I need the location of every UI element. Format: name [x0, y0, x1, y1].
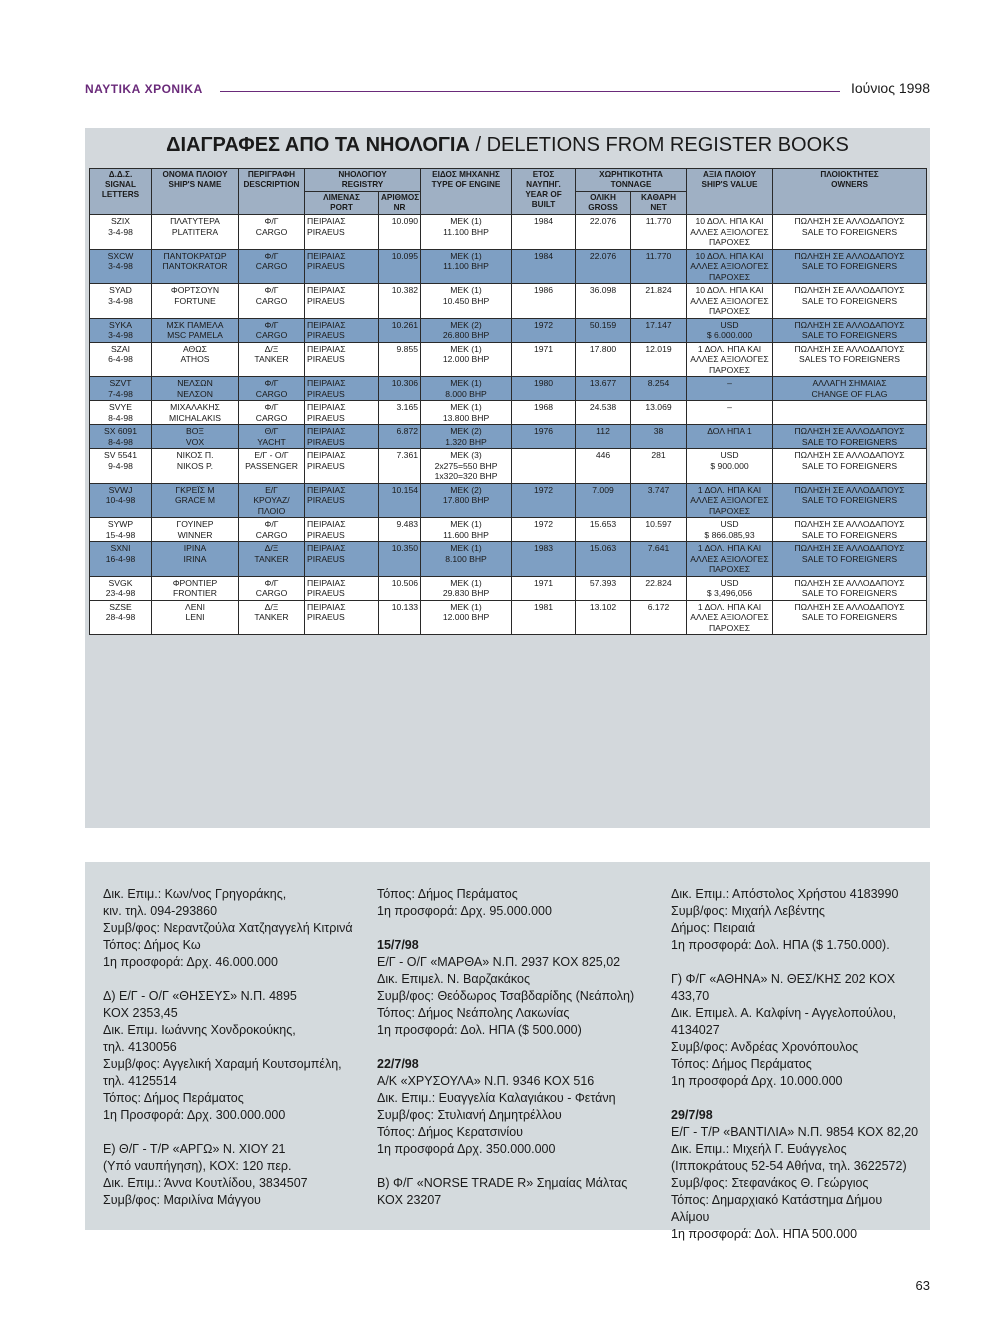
notices-column-3: [671, 886, 921, 1243]
cell-nr: 10.095: [379, 249, 421, 284]
notice-text: Ε/Γ - Τ/Ρ «ΒΑΝΤΙΛΙΑ» Ν.Π. 9854 ΚΟΧ 82,20 Δικ. Επιμ.: Μιχεήλ Γ. Ευάγγελος (Ιπποκράτους 52-54 Αθήνα, τηλ. 3622572) Συμβ/φος: Στεφανάκος Θ. Γεώργιος Τόπος: Δημαρχιακό Κατάστημα Δήμου Αλίμου 1η προσφορά: Δολ. ΗΠΑ 500.000: [671, 1125, 919, 1241]
cell-value: USD $ 3,496,056: [687, 576, 773, 600]
cell-engine: ΜΕΚ (1) 11.100 BHP: [421, 249, 512, 284]
cell-engine: ΜΕΚ (1) 10.450 BHP: [421, 284, 512, 319]
header-description: ΠΕΡΙΓΡΑΦΗ DESCRIPTION: [239, 169, 305, 215]
cell-owners: ΠΩΛΗΣΗ ΣΕ ΑΛΛΟΔΑΠΟΥΣ SALE TO FOREIGNERS: [773, 600, 927, 635]
cell-desc: Φ/Γ CARGO: [239, 401, 305, 425]
cell-owners: ΠΩΛΗΣΗ ΣΕ ΑΛΛΟΔΑΠΟΥΣ SALE TO FOREIGNERS: [773, 483, 927, 518]
header-rule: [220, 91, 840, 92]
cell-year: 1972: [512, 318, 576, 342]
cell-name: ΠΑΝΤΟΚΡΑΤΩΡ ΠΑΝΤΟΚRATOR: [152, 249, 239, 284]
cell-engine: ΜΕΚ (3) 2x275=550 BHP 1x320=320 BHP: [421, 449, 512, 484]
cell-nr: 7.361: [379, 449, 421, 484]
cell-signal: SV 5541 9-4-98: [90, 449, 152, 484]
cell-port: ΠΕΙΡΑΙΑΣ PIRAEUS: [305, 542, 379, 577]
cell-signal: SZSE 28-4-98: [90, 600, 152, 635]
cell-owners: [773, 401, 927, 425]
header-year: ΕΤΟΣ ΝΑΥΠΗΓ. YEAR OF BUILT: [512, 169, 576, 215]
cell-desc: Φ/Γ CARGO: [239, 215, 305, 250]
cell-name: ΜΣΚ ΠΑΜΕΛΑ MSC PAMELA: [152, 318, 239, 342]
notice-date: 29/7/98: [671, 1108, 713, 1122]
cell-owners: ΠΩΛΗΣΗ ΣΕ ΑΛΛΟΔΑΠΟΥΣ SALE TO FOREIGNERS: [773, 449, 927, 484]
cell-signal: SZVT 7-4-98: [90, 377, 152, 401]
table-row: [90, 483, 927, 518]
table-row: [90, 342, 927, 377]
cell-owners: ΠΩΛΗΣΗ ΣΕ ΑΛΛΟΔΑΠΟΥΣ SALE TO FOREIGNERS: [773, 318, 927, 342]
cell-net: 17.147: [631, 318, 687, 342]
title-greek: ΔΙΑΓΡΑΦΕΣ ΑΠΟ ΤΑ ΝΗΟΛΟΓΙΑ: [166, 134, 470, 156]
cell-port: ΠΕΙΡΑΙΑΣ PIRAEUS: [305, 483, 379, 518]
title-separator: /: [469, 134, 487, 156]
cell-value: 1 ΔΟΛ. ΗΠΑ ΚΑΙ ΑΛΛΕΣ ΑΞΙΟΛΟΓΕΣ ΠΑΡΟΧΕΣ: [687, 542, 773, 577]
cell-nr: 9.483: [379, 518, 421, 542]
cell-year: 1976: [512, 425, 576, 449]
cell-net: 22.824: [631, 576, 687, 600]
notice-text: Α/Κ «ΧΡΥΣΟΥΛΑ» Ν.Π. 9346 ΚΟΧ 516 Δικ. Επιμ.: Ευαγγελία Καλαγιάκου - Φετάνη Συμβ/φος: Στυλιανή Δημητρέλλου Τόπος: Δήμος Κερατσινίου 1η προσφορά Δρχ. 350.000.000 Β) Φ/Γ «NORSE TRADE R» Σημαίας Μάλτας ΚΟΧ 23207: [377, 1074, 628, 1207]
cell-desc: Θ/Γ YACHT: [239, 425, 305, 449]
cell-nr: 10.261: [379, 318, 421, 342]
cell-port: ΠΕΙΡΑΙΑΣ PIRAEUS: [305, 342, 379, 377]
cell-engine: ΜΕΚ (2) 17.800 BHP: [421, 483, 512, 518]
cell-gross: 7.009: [576, 483, 631, 518]
cell-owners: ΠΩΛΗΣΗ ΣΕ ΑΛΛΟΔΑΠΟΥΣ SALE TO FOREIGNERS: [773, 215, 927, 250]
cell-value: 10 ΔΟΛ. ΗΠΑ ΚΑΙ ΑΛΛΕΣ ΑΞΙΟΛΟΓΕΣ ΠΑΡΟΧΕΣ: [687, 249, 773, 284]
header-name: ΟΝΟΜΑ ΠΛΟΙΟΥ SHIP'S NAME: [152, 169, 239, 215]
cell-port: ΠΕΙΡΑΙΑΣ PIRAEUS: [305, 518, 379, 542]
cell-owners: ΠΩΛΗΣΗ ΣΕ ΑΛΛΟΔΑΠΟΥΣ SALE TO FOREIGNERS: [773, 542, 927, 577]
table-row: [90, 284, 927, 319]
cell-net: 21.824: [631, 284, 687, 319]
cell-nr: 10.382: [379, 284, 421, 319]
cell-desc: Δ/Ξ TANKER: [239, 342, 305, 377]
cell-owners: ΠΩΛΗΣΗ ΣΕ ΑΛΛΟΔΑΠΟΥΣ SALE TO FOREIGNERS: [773, 425, 927, 449]
cell-owners: ΠΩΛΗΣΗ ΣΕ ΑΛΛΟΔΑΠΟΥΣ SALE TO FOREIGNERS: [773, 576, 927, 600]
table-row: [90, 449, 927, 484]
header-signal: Δ.Δ.Σ. SIGNAL LETTERS: [90, 169, 152, 215]
header-registry: ΝΗΟΛΟΓΙΟΥ REGISTRY: [305, 169, 421, 192]
cell-value: USD $ 6.000.000: [687, 318, 773, 342]
cell-gross: 36.098: [576, 284, 631, 319]
header-owners: ΠΛΟΙΟΚΤΗΤΕΣ OWNERS: [773, 169, 927, 215]
notice-text: Ε/Γ - Ο/Γ «ΜΑΡΘΑ» Ν.Π. 2937 ΚΟΧ 825,02 Δικ. Επιμελ. Ν. Βαρζακάκος Συμβ/φος: Θεόδωρος Τσαβδαρίδης (Νεάπολη) Τόπος: Δήμος Νεάπολης Λακωνίας 1η προσφορά: Δολ. ΗΠΑ ($ 500.000): [377, 955, 635, 1037]
cell-engine: ΜΕΚ (1) 29.830 BHP: [421, 576, 512, 600]
cell-net: 281: [631, 449, 687, 484]
cell-nr: 10.306: [379, 377, 421, 401]
cell-port: ΠΕΙΡΑΙΑΣ PIRAEUS: [305, 377, 379, 401]
cell-year: 1986: [512, 284, 576, 319]
cell-net: 11.770: [631, 215, 687, 250]
table-row: [90, 401, 927, 425]
cell-gross: 22.076: [576, 249, 631, 284]
notice-date: 15/7/98: [377, 938, 419, 952]
cell-gross: 17.800: [576, 342, 631, 377]
cell-port: ΠΕΙΡΑΙΑΣ PIRAEUS: [305, 449, 379, 484]
cell-value: ΔΟΛ ΗΠΑ 1: [687, 425, 773, 449]
issue-date: Ιούνιος 1998: [850, 80, 930, 96]
cell-signal: SX 6091 8-4-98: [90, 425, 152, 449]
cell-year: 1984: [512, 215, 576, 250]
cell-engine: ΜΕΚ (2) 1.320 BHP: [421, 425, 512, 449]
cell-value: USD $ 866.085,93: [687, 518, 773, 542]
cell-net: 3.747: [631, 483, 687, 518]
cell-desc: Φ/Γ CARGO: [239, 377, 305, 401]
header-nr: ΑΡΙΘΜΟΣ NR: [379, 192, 421, 215]
cell-net: 10.597: [631, 518, 687, 542]
running-header: [85, 80, 930, 100]
cell-desc: Δ/Ξ TANKER: [239, 542, 305, 577]
header-gross: ΟΛΙΚΗ GROSS: [576, 192, 631, 215]
table-row: [90, 576, 927, 600]
cell-nr: 3.165: [379, 401, 421, 425]
cell-name: ΑΘΩΣ ATHOS: [152, 342, 239, 377]
cell-gross: 13.677: [576, 377, 631, 401]
cell-net: 38: [631, 425, 687, 449]
title-banner: [85, 128, 930, 164]
cell-name: ΜΙΧΑΛΑΚΗΣ MICHALAKIS: [152, 401, 239, 425]
cell-year: 1971: [512, 576, 576, 600]
cell-value: 10 ΔΟΛ. ΗΠΑ ΚΑΙ ΑΛΛΕΣ ΑΞΙΟΛΟΓΕΣ ΠΑΡΟΧΕΣ: [687, 284, 773, 319]
cell-year: 1972: [512, 518, 576, 542]
cell-value: 1 ΔΟΛ. ΗΠΑ ΚΑΙ ΑΛΛΕΣ ΑΞΙΟΛΟΓΕΣ ΠΑΡΟΧΕΣ: [687, 342, 773, 377]
cell-engine: ΜΕΚ (2) 26.800 BHP: [421, 318, 512, 342]
cell-value: –: [687, 377, 773, 401]
cell-year: 1984: [512, 249, 576, 284]
table-row: [90, 425, 927, 449]
cell-nr: 10.506: [379, 576, 421, 600]
cell-port: ΠΕΙΡΑΙΑΣ PIRAEUS: [305, 284, 379, 319]
notice-date: 22/7/98: [377, 1057, 419, 1071]
cell-gross: 112: [576, 425, 631, 449]
table-row: [90, 249, 927, 284]
cell-owners: ΠΩΛΗΣΗ ΣΕ ΑΛΛΟΔΑΠΟΥΣ SALE TO FOREIGNERS: [773, 284, 927, 319]
cell-nr: 9.855: [379, 342, 421, 377]
header-value: ΑΞΙΑ ΠΛΟΙΟΥ SHIP'S VALUE: [687, 169, 773, 215]
cell-year: 1983: [512, 542, 576, 577]
cell-name: ΓΚΡΕΪΣ Μ GRACE M: [152, 483, 239, 518]
cell-net: 6.172: [631, 600, 687, 635]
cell-owners: ΑΛΛΑΓΗ ΣΗΜΑΙΑΣ CHANGE OF FLAG: [773, 377, 927, 401]
table-row: [90, 600, 927, 635]
cell-signal: SZAI 6-4-98: [90, 342, 152, 377]
cell-year: 1980: [512, 377, 576, 401]
cell-engine: ΜΕΚ (1) 12.000 BHP: [421, 600, 512, 635]
cell-owners: ΠΩΛΗΣΗ ΣΕ ΑΛΛΟΔΑΠΟΥΣ SALE TO FOREIGNERS: [773, 249, 927, 284]
cell-year: 1968: [512, 401, 576, 425]
cell-nr: 10.133: [379, 600, 421, 635]
cell-name: ΛΕΝΙ LENI: [152, 600, 239, 635]
cell-year: 1971: [512, 342, 576, 377]
cell-engine: ΜΕΚ (1) 8.000 BHP: [421, 377, 512, 401]
cell-gross: 446: [576, 449, 631, 484]
cell-net: 11.770: [631, 249, 687, 284]
cell-net: 8.254: [631, 377, 687, 401]
cell-desc: Ε/Γ - Ο/Γ PASSENGER: [239, 449, 305, 484]
cell-name: ΦΟΡΤΣΟΥΝ FORTUNE: [152, 284, 239, 319]
cell-name: ΠΛΑΤΥΤΕΡΑ PLATITERA: [152, 215, 239, 250]
notices-column-1: Δικ. Επιμ.: Κων/νος Γρηγοράκης, κιν. τηλ. 094-293860 Συμβ/φος: Νεραντζούλα Χατζηαγγελή Κιτρινά Τόπος: Δήμος Κω 1η προσφορά: Δρχ. 46.000.000 Δ) Ε/Γ - Ο/Γ «ΘΗΣΕΥΣ» Ν.Π. 4895 ΚΟΧ 2353,45 Δικ. Επιμ. Ιωάννης Χονδροκούκης, τηλ. 4130056 Συμβ/φος: Αγγελική Χαραμή Κουτσομπέλη, τηλ. 4125514 Τόπος: Δήμος Περάματος 1η Προσφορά: Δρχ. 300.000.000 Ε) Θ/Γ - Τ/Ρ «ΑΡΓΩ» Ν. ΧΙΟΥ 21 (Υπό ναυπήγηση), ΚΟΧ: 120 περ. Δικ. Επιμ.: Άννα Κουτλίδου, 3834507 Συμβ/φος: Μαριλίνα Μάγγου: [103, 887, 353, 1207]
cell-year: 1981: [512, 600, 576, 635]
table-body: [90, 215, 927, 635]
cell-port: ΠΕΙΡΑΙΑΣ PIRAEUS: [305, 249, 379, 284]
cell-port: ΠΕΙΡΑΙΑΣ PIRAEUS: [305, 425, 379, 449]
auction-notices: [85, 862, 930, 1241]
deletions-table: [89, 168, 927, 635]
notices-column-2: [377, 886, 653, 1209]
cell-desc: Δ/Ξ TANKER: [239, 600, 305, 635]
cell-owners: ΠΩΛΗΣΗ ΣΕ ΑΛΛΟΔΑΠΟΥΣ SALES TO FOREIGNERS: [773, 342, 927, 377]
cell-signal: SXCW 3-4-98: [90, 249, 152, 284]
cell-name: ΦΡΟΝΤΙΕΡ FRONTIER: [152, 576, 239, 600]
cell-nr: 6.872: [379, 425, 421, 449]
cell-engine: ΜΕΚ (1) 13.800 BHP: [421, 401, 512, 425]
cell-desc: Φ/Γ CARGO: [239, 318, 305, 342]
cell-desc: Φ/Γ CARGO: [239, 518, 305, 542]
title-english: DELETIONS FROM REGISTER BOOKS: [486, 134, 849, 156]
cell-nr: 10.154: [379, 483, 421, 518]
cell-signal: SYWP 15-4-98: [90, 518, 152, 542]
table-row: [90, 318, 927, 342]
cell-engine: ΜΕΚ (1) 11.600 BHP: [421, 518, 512, 542]
cell-port: ΠΕΙΡΑΙΑΣ PIRAEUS: [305, 576, 379, 600]
cell-name: ΝΕΛΣΩΝ ΝΕΛΣΟΝ: [152, 377, 239, 401]
cell-signal: SZIX 3-4-98: [90, 215, 152, 250]
cell-value: 1 ΔΟΛ. ΗΠΑ ΚΑΙ ΑΛΛΕΣ ΑΞΙΟΛΟΓΕΣ ΠΑΡΟΧΕΣ: [687, 483, 773, 518]
notice-text: Τόπος: Δήμος Περάματος 1η προσφορά: Δρχ. 95.000.000: [377, 887, 552, 918]
cell-engine: ΜΕΚ (1) 11.100 BHP: [421, 215, 512, 250]
page-number: 63: [915, 1278, 930, 1293]
cell-signal: SXNI 16-4-98: [90, 542, 152, 577]
cell-net: 12.019: [631, 342, 687, 377]
cell-value: USD $ 900.000: [687, 449, 773, 484]
cell-owners: ΠΩΛΗΣΗ ΣΕ ΑΛΛΟΔΑΠΟΥΣ SALE TO FOREIGNERS: [773, 518, 927, 542]
cell-port: ΠΕΙΡΑΙΑΣ PIRAEUS: [305, 401, 379, 425]
notice-text: Δικ. Επιμ.: Απόστολος Χρήστου 4183990 Συμβ/φος: Μιχαήλ Λεβέντης Δήμος: Πειραιά 1η προσφορά: Δολ. ΗΠΑ ($ 1.750.000). Γ) Φ/Γ «ΑΘΗΝΑ» Ν. ΘΕΣ/ΚΗΣ 202 ΚΟΧ 433,70 Δικ. Επιμελ. Α. Καλφίνη - Αγγελοπούλου, 4134027 Συμβ/φος: Ανδρέας Χρονόπουλος Τόπος: Δήμος Περάματος 1η προσφορά Δρχ. 10.000.000: [671, 887, 899, 1088]
cell-port: ΠΕΙΡΑΙΑΣ PIRAEUS: [305, 600, 379, 635]
cell-port: ΠΕΙΡΑΙΑΣ PIRAEUS: [305, 215, 379, 250]
cell-nr: 10.090: [379, 215, 421, 250]
header-engine: ΕΙΔΟΣ ΜΗΧΑΝΗΣ TYPE OF ENGINE: [421, 169, 512, 215]
magazine-name: ΝΑΥΤΙΚΑ ΧΡΟΝΙΚΑ: [85, 82, 203, 96]
cell-desc: Φ/Γ CARGO: [239, 284, 305, 319]
cell-gross: 13.102: [576, 600, 631, 635]
cell-signal: SYAD 3-4-98: [90, 284, 152, 319]
cell-gross: 24.538: [576, 401, 631, 425]
cell-net: 13.069: [631, 401, 687, 425]
cell-name: ΓΟΥΙΝΕΡ WINNER: [152, 518, 239, 542]
cell-name: ΙΡΙΝΑ IRINA: [152, 542, 239, 577]
cell-desc: Φ/Γ CARGO: [239, 249, 305, 284]
cell-year: [512, 449, 576, 484]
cell-net: 7.641: [631, 542, 687, 577]
table-row: [90, 215, 927, 250]
cell-gross: 15.063: [576, 542, 631, 577]
cell-engine: ΜΕΚ (1) 12.000 BHP: [421, 342, 512, 377]
cell-desc: Ε/Γ ΚΡΟΥΑΖ/ΠΛΟΙΟ: [239, 483, 305, 518]
cell-signal: SVGK 23-4-98: [90, 576, 152, 600]
header-port: ΛΙΜΕΝΑΣ PORT: [305, 192, 379, 215]
header-tonnage: ΧΩΡΗΤΙΚΟΤΗΤΑ TONNAGE: [576, 169, 687, 192]
register-table-panel: [85, 164, 930, 828]
cell-desc: Φ/Γ CARGO: [239, 576, 305, 600]
cell-year: 1972: [512, 483, 576, 518]
table-row: [90, 518, 927, 542]
cell-port: ΠΕΙΡΑΙΑΣ PIRAEUS: [305, 318, 379, 342]
cell-signal: SYKA 3-4-98: [90, 318, 152, 342]
cell-signal: SVWJ 10-4-98: [90, 483, 152, 518]
cell-name: ΒΟΞ VOX: [152, 425, 239, 449]
cell-gross: 22.076: [576, 215, 631, 250]
cell-value: –: [687, 401, 773, 425]
table-row: [90, 377, 927, 401]
cell-gross: 57.393: [576, 576, 631, 600]
cell-nr: 10.350: [379, 542, 421, 577]
page-title: [85, 134, 930, 157]
cell-engine: ΜΕΚ (1) 8.100 BHP: [421, 542, 512, 577]
cell-value: 10 ΔΟΛ. ΗΠΑ ΚΑΙ ΑΛΛΕΣ ΑΞΙΟΛΟΓΕΣ ΠΑΡΟΧΕΣ: [687, 215, 773, 250]
cell-signal: SVYE 8-4-98: [90, 401, 152, 425]
cell-gross: 50.159: [576, 318, 631, 342]
cell-name: ΝΙΚΟΣ Π. NIKOS P.: [152, 449, 239, 484]
table-row: [90, 542, 927, 577]
cell-value: 1 ΔΟΛ. ΗΠΑ ΚΑΙ ΑΛΛΕΣ ΑΞΙΟΛΟΓΕΣ ΠΑΡΟΧΕΣ: [687, 600, 773, 635]
header-net: ΚΑΘΑΡΗ NET: [631, 192, 687, 215]
cell-gross: 15.653: [576, 518, 631, 542]
